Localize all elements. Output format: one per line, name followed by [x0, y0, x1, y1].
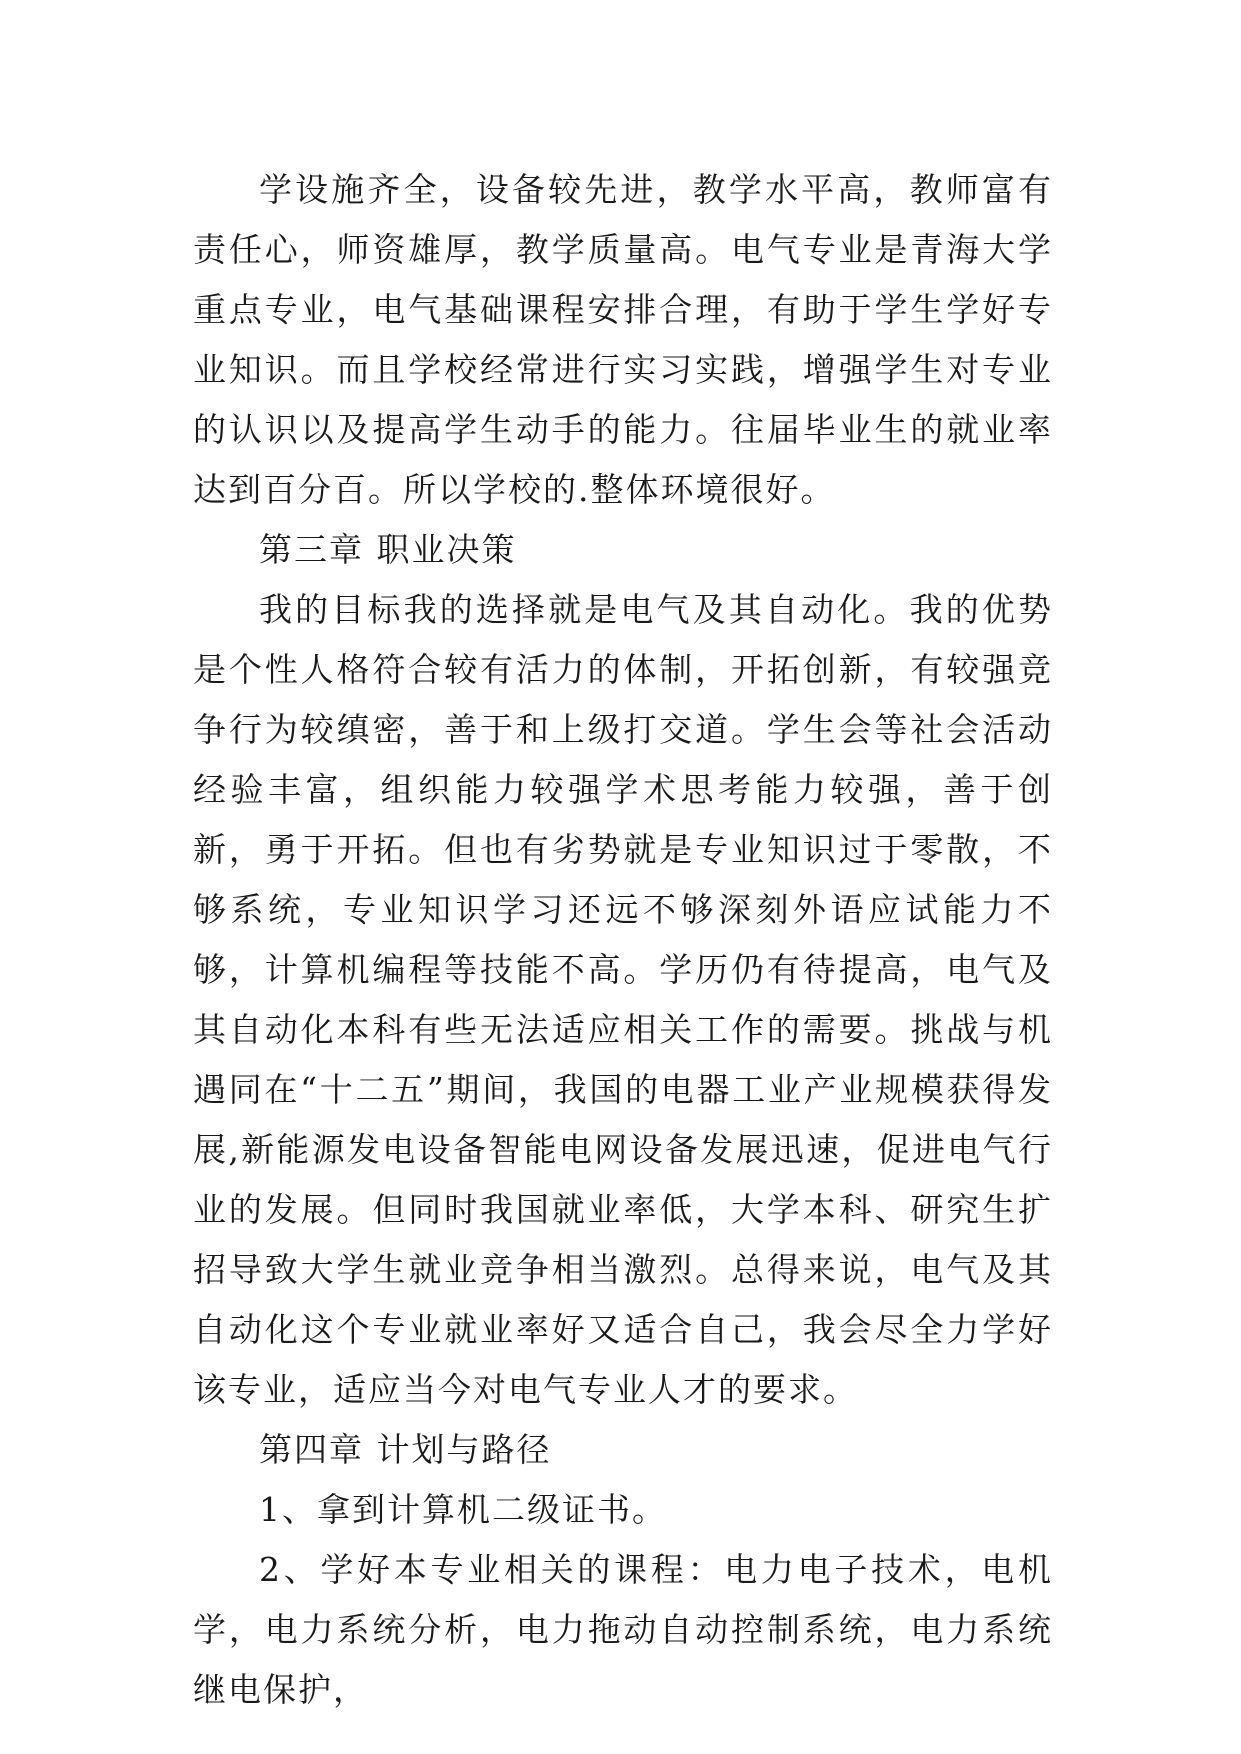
chapter-heading-3: 第三章 职业决策 — [259, 530, 517, 569]
plan-item-2: 2、学好本专业相关的课程：电力电子技术，电机学，电力系统分析，电力拖动自动控制系统，电力系统继电保护， — [193, 1550, 1053, 1709]
paragraph-career-decision: 我的目标我的选择就是电气及其自动化。我的优势是个性人格符合较有活力的体制，开拓创新，有较强竞争行为较缜密，善于和上级打交道。学生会等社会活动经验丰富，组织能力较强学术思考能力较强，善于创新，勇于开拓。但也有劣势就是专业知识过于零散，不够系统，专业知识学习还远不够深刻外语应试能力不够，计算机编程等技能不高。学历仍有待提高，电气及其自动化本科有些无法适应相关工作的需要。挑战与机遇同在“十二五”期间，我国的电器工业产业规模获得发展,新能源发电设备智能电网设备发展迅速，促进电气行业的发展。但同时我国就业率低，大学本科、研究生扩招导致大学生就业竞争相当激烈。总得来说，电气及其自动化这个专业就业率好又适合自己，我会尽全力学好该专业，适应当今对电气专业人才的要求。 — [193, 590, 1053, 1409]
chapter-heading-4: 第四章 计划与路径 — [259, 1430, 552, 1469]
document-body — [193, 160, 1053, 1720]
plan-item-1: 1、拿到计算机二级证书。 — [259, 1490, 667, 1529]
paragraph-school-environment: 学设施齐全，设备较先进，教学水平高，教师富有责任心，师资雄厚，教学质量高。电气专业是青海大学重点专业，电气基础课程安排合理，有助于学生学好专业知识。而且学校经常进行实习实践，增强学生对专业的认识以及提高学生动手的能力。往届毕业生的就业率达到百分百。所以学校的.整体环境很好。 — [193, 170, 1053, 509]
